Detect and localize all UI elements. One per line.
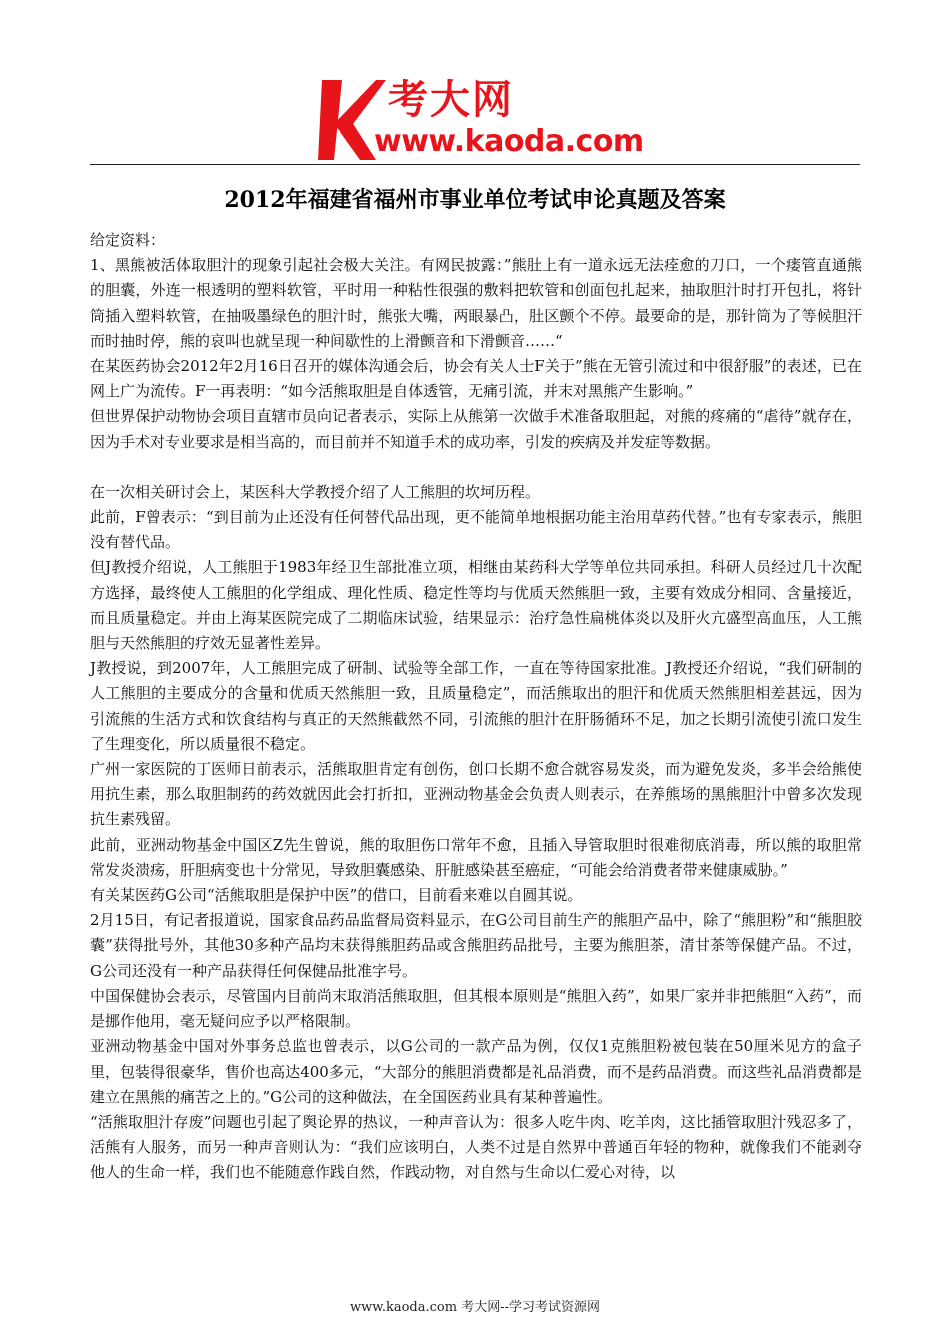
kaoda-logo xyxy=(316,77,644,164)
paragraph: 在某医药协会2012年2月16日召开的媒体沟通会后，协会有关人士F关于”熊在无管引流过和中很舒服”的表述，已在网上广为流传。F一再表明：“如今活熊取胆是自体透管，无痛引流，并末对黑熊产生影响。” xyxy=(90,357,862,401)
paragraph: 但世界保护动物协会项目直辖市员向记者表示，实际上从熊第一次做手术准备取胆起，对熊的疼痛的“虐待”就存在，因为手术对专业要求是相当高的，而目前并不知道手术的成功率，引发的疾病及并发症等数据。 xyxy=(90,407,862,451)
paragraph: 在一次相关研讨会上，某医科大学教授介绍了人工熊胆的坎坷历程。 xyxy=(90,482,541,501)
header-divider xyxy=(90,164,860,165)
paragraph: “活熊取胆汁存废”问题也引起了舆论界的热议，一种声音认为：很多人吃牛肉、吃羊肉，这比插管取胆汁残忍多了，活熊有人服务，而另一种声音则认为：“我们应该明白，人类不过是自然界中普通百年轻的物种，就像我们不能剥夺他人的生命一样，我们也不能随意作践自然，作践动物，对自然与生命以仁爱心对待，以 xyxy=(90,1112,862,1182)
paragraph: 此前，亚洲动物基金中国区Z先生曾说，熊的取胆伤口常年不愈，且插入导管取胆时很难彻底消毒，所以熊的取胆常常发炎溃疡，肝胆病变也十分常见，导致胆囊感染、肝脏感染甚至癌症，“可能会给消费者带来健康威胁。” xyxy=(90,835,862,879)
logo-url-text: www.kaoda.com xyxy=(374,124,644,159)
paragraph: 1、黑熊被活体取胆汁的现象引起社会极大关注。有网民披露：”熊肚上有一道永远无法痊愈的刀口，一个瘘管直通熊的胆囊，外连一根透明的塑料软管，平时用一种粘性很强的敷料把软管和创面包扎起来，抽取胆汁时打开包扎，将针筒插入塑料软管，在抽吸墨绿色的胆汁时，熊张大嘴，两眼暴凸，肚区颤个不停。最要命的是，那针筒为了等候胆汗而时抽时停，熊的哀叫也就呈现一种间歇性的上滑颤音和下滑颤音……“ xyxy=(90,256,862,350)
paragraph: 此前，F曾表示：“到目前为止还没有任何替代品出现，更不能简单地根据功能主治用草药代替。”也有专家表示，熊胆没有替代品。 xyxy=(90,508,862,552)
document-body xyxy=(90,228,862,1186)
paragraph: 广州一家医院的丁医师日前表示，活熊取胆肯定有创伤，创口长期不愈合就容易发炎，而为避免发炎，多半会给熊使用抗生素，那么取胆制药的药效就因此会打折扣，亚洲动物基金会负责人则表示，在养熊场的黑熊胆汁中曾多次发现抗生素残留。 xyxy=(90,760,862,829)
paragraph: J教授说，到2007年，人工熊胆完成了研制、试验等全部工作，一直在等待国家批准。J教授还介绍说，“我们研制的人工熊胆的主要成分的含量和优质天然熊胆一致，且质量稳定”，而活熊取出的胆汗和优质天然熊胆相差甚远，因为引流熊的生活方式和饮食结构与真正的天然熊截然不同，引流熊的胆汁在肝肠循环不足，加之长期引流使引流口发生了生理变化，所以质量很不稳定。 xyxy=(90,659,862,753)
paragraph: 中国保健协会表示，尽管国内目前尚末取消活熊取胆，但其根本原则是“熊胆入药”，如果厂家并非把熊胆“入药”，而是挪作他用，毫无疑问应予以严格限制。 xyxy=(90,986,862,1031)
logo-brand-text: 考大网 xyxy=(388,77,514,123)
page-footer: www.kaoda.com 考大网--学习考试资源网 xyxy=(350,1300,600,1315)
paragraph: 但J教授介绍说，人工熊胆于1983年经卫生部批准立项，相继由某药科大学等单位共同承担。科研人员经过几十次配方选择，最终使人工熊胆的化学组成、理化性质、稳定性等均与优质天然熊胆一致，主要有效成分相同、含量接近，而且质量稳定。并由上海某医院完成了二期临床试验，结果显示：治疗急性扁桃体炎以及肝火亢盛型高血压，人工熊胆与天然熊胆的疗效无显著性差异。 xyxy=(90,558,862,653)
section-label: 给定资料： xyxy=(90,231,166,249)
paragraph: 2月15日，有记者报道说，国家食品药品监督局资料显示，在G公司目前生产的熊胆产品中，除了“熊胆粉”和“熊胆胶囊”获得批号外，其他30多种产品均末获得熊胆药品或含熊胆药品批号，主要为熊胆茶，清甘茶等保健产品。不过，G公司还没有一种产品获得任何保健品批准字号。 xyxy=(90,911,862,980)
paragraph: 亚洲动物基金中国对外事务总监也曾表示，以G公司的一款产品为例，仅仅1克熊胆粉被包装在50厘米见方的盒子里，包装得很豪华，售价也高达400多元，“大部分的熊胆消费都是礼品消费，而不是药品消费。而这些礼品消费都是建立在黑熊的痛苦之上的。”G公司的这种做法，在全国医药业具有某种普遍性。 xyxy=(90,1037,862,1106)
document-title: 2012年福建省福州市事业单位考试申论真题及答案 xyxy=(224,187,726,213)
paragraph: 有关某医药G公司“活熊取胆是保护中医”的借口，目前看来难以自圆其说。 xyxy=(90,886,583,905)
